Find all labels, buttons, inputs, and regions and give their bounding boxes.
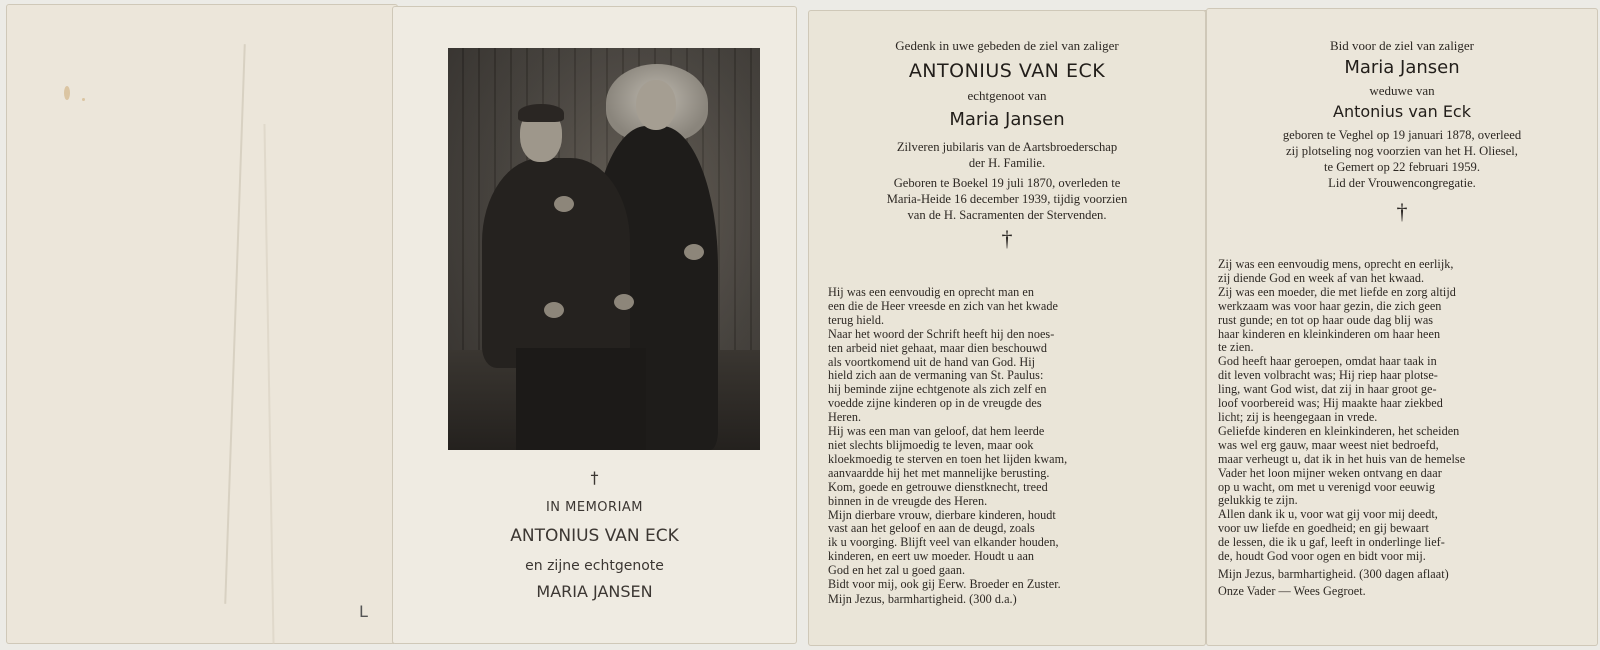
body-text-line: loof voorbereid was; Hij maakte haar ziekbed — [1218, 396, 1443, 411]
body-text-line: Naar het woord der Schrift heeft hij den noes- — [828, 326, 1055, 341]
front-wife-name: MARIA JANSEN — [536, 582, 653, 601]
stain-mark — [64, 86, 70, 100]
body-text-line: Hij was een man van geloof, dat hem leerde — [828, 424, 1045, 439]
body-text-line: gelukkig te zijn. — [1218, 493, 1298, 508]
body-text-line: Zij was een eenvoudig mens, oprecht en eerlijk, — [1218, 257, 1454, 271]
front-and-wife: en zijne echtgenote — [525, 558, 664, 574]
crease-line — [263, 124, 274, 644]
antonius-name: ANTONIUS VAN ECK — [908, 60, 1106, 82]
antonius-detail-line: Geboren te Boekel 19 juli 1870, overleden te — [893, 176, 1121, 190]
hand — [684, 244, 704, 260]
body-text-line: als voortkomend uit de hand van God. Hij — [828, 354, 1036, 369]
hand — [554, 196, 574, 212]
body-text-line: een die de Heer vreesde en zich van het kwade — [828, 298, 1058, 313]
body-text-line: rust gunde; en tot op haar oude dag blij was — [1218, 312, 1434, 327]
antonius-detail-line: der H. Familie. — [968, 156, 1046, 170]
cross-icon: † — [1396, 199, 1408, 224]
cross-icon: † — [1001, 226, 1013, 251]
body-text-line: Geliefde kinderen en kleinkinderen, het scheiden — [1218, 423, 1460, 438]
antonius-spouse: Maria Jansen — [949, 109, 1065, 130]
body-text-line: Mijn dierbare vrouw, dierbare kinderen, houdt — [828, 507, 1056, 522]
maria-closing-1: Mijn Jezus, barmhartigheid. (300 dagen aflaat) — [1218, 566, 1449, 581]
body-text-line: was wel erg gauw, maar weest niet bedroefd, — [1218, 437, 1439, 452]
body-text-line: ik u voorging. Blijft veel van elkander houden, — [828, 535, 1059, 550]
body-text-line: op u wacht, om met u verenigd voor eeuwig — [1218, 479, 1435, 494]
corner-pencil-mark: L — [359, 602, 368, 621]
body-text-line: niet slechts blijmoedig te leven, maar ook — [828, 437, 1034, 452]
maria-body-text — [1218, 258, 1544, 598]
body-text-line: ten arbeid niet gehaat, maar dien beschouwd — [828, 340, 1048, 355]
body-text-line: werkzaam was voor haar gezin, die zich geen — [1218, 298, 1442, 313]
body-text-line: zij diende God en week af van het kwaad. — [1218, 270, 1425, 285]
blank-card-back — [6, 4, 398, 644]
body-text-line: Zij was een moeder, die met liefde en zorg altijd — [1218, 284, 1456, 299]
hand — [544, 302, 564, 318]
hand — [614, 294, 634, 310]
in-memoriam-heading: IN MEMORIAM — [545, 500, 644, 515]
maria-name: Maria Jansen — [1344, 57, 1460, 78]
body-text-line: God en het zal u goed gaan. — [828, 563, 966, 578]
maria-detail-line: Lid der Vrouwencongregatie. — [1328, 176, 1476, 190]
antonius-closing: Mijn Jezus, barmhartigheid. (300 d.a.) — [828, 591, 1017, 606]
stain-mark — [82, 98, 85, 101]
front-cross: † — [590, 468, 599, 487]
body-text-line: voor uw liefde en goedheid; en gij bewaart — [1218, 521, 1429, 536]
body-text-line: Vader het loon mijner weken ontvang en daar — [1218, 465, 1442, 480]
body-text-line: de, houdt God voor ogen en bidt voor mij. — [1218, 549, 1426, 564]
body-text-line: kinderen, en eert uw moeder. Houdt u aan — [828, 549, 1035, 564]
body-text-line: haar kinderen en kleinkinderen om haar heen — [1218, 326, 1441, 341]
man-hair — [518, 104, 564, 122]
body-text-line: dit leven volbracht was; Hij riep haar plotse- — [1218, 368, 1438, 383]
body-text-line: Hij was een eenvoudig en oprecht man en — [828, 285, 1035, 299]
body-text-line: binnen in de vreugde des Heren. — [828, 493, 988, 508]
photo-card-front — [392, 6, 797, 644]
front-husband-name: ANTONIUS VAN ECK — [510, 526, 679, 546]
body-text-line: te zien. — [1218, 340, 1254, 355]
body-text-line: Allen dank ik u, voor wat gij voor mij deedt, — [1218, 507, 1438, 522]
maria-relation: weduwe van — [1369, 83, 1435, 98]
body-text-line: kloekmoedig te sterven en toen het lijden kwam, — [828, 451, 1068, 466]
body-text-line: aanvaardde hij het met mannelijke berusting. — [828, 465, 1050, 480]
body-text-line: licht; zij is heengegaan in vrede. — [1218, 409, 1378, 424]
maria-spouse: Antonius van Eck — [1333, 102, 1471, 121]
maria-detail-line: geboren te Veghel op 19 januari 1878, overleed — [1282, 128, 1522, 142]
maria-detail-line: te Gemert op 22 februari 1959. — [1324, 160, 1480, 174]
maria-closing-2: Onze Vader — Wees Gegroet. — [1218, 583, 1366, 598]
body-text-line: Kom, goede en getrouwe dienstknecht, treed — [828, 479, 1048, 494]
antonius-relation: echtgenoot van — [967, 88, 1047, 103]
maria-text-panel — [1206, 8, 1598, 646]
body-text-line: hij beminde zijne echtgenote als zich zelf en — [828, 382, 1047, 397]
body-text-line: terug hield. — [828, 312, 885, 327]
body-text-line: vast aan het geloof en aan de deugd, zoals — [828, 521, 1035, 536]
woman-face — [636, 80, 676, 130]
maria-intro: Bid voor de ziel van zaliger — [1329, 38, 1475, 53]
antonius-detail-line: Maria-Heide 16 december 1939, tijdig voorzien — [886, 192, 1128, 206]
body-text-line: maar verheugt u, dat ik in het huis van de hemelse — [1218, 451, 1466, 466]
antonius-detail-line: Zilveren jubilaris van de Aartsbroederschap — [896, 140, 1118, 154]
antonius-text-panel — [808, 10, 1206, 646]
body-text-line: God heeft haar geroepen, omdat haar taak in — [1218, 354, 1437, 369]
body-text-line: voedde zijne kinderen op in de vreugde des — [828, 396, 1042, 411]
portrait-photo — [448, 48, 760, 450]
crease-line — [224, 44, 246, 604]
antonius-detail-line: van de H. Sacramenten der Stervenden. — [907, 208, 1107, 222]
maria-detail-line: zij plotseling nog voorzien van het H. Oliesel, — [1286, 144, 1518, 158]
body-text-line: de lessen, die ik u gaf, leeft in onderlinge lief- — [1218, 535, 1445, 550]
body-text-line: hield zich aan de vermaning van St. Paulus: — [828, 368, 1044, 383]
antonius-body-text — [828, 286, 1150, 606]
antonius-intro: Gedenk in uwe gebeden de ziel van zaliger — [895, 38, 1119, 53]
man-figure — [482, 158, 630, 368]
body-text-line: Bidt voor mij, ook gij Eerw. Broeder en Zuster. — [828, 577, 1061, 592]
body-text-line: ling, want God wist, dat zij in haar groot ge- — [1218, 382, 1437, 397]
body-text-line: Heren. — [828, 410, 862, 425]
man-legs — [516, 348, 646, 450]
